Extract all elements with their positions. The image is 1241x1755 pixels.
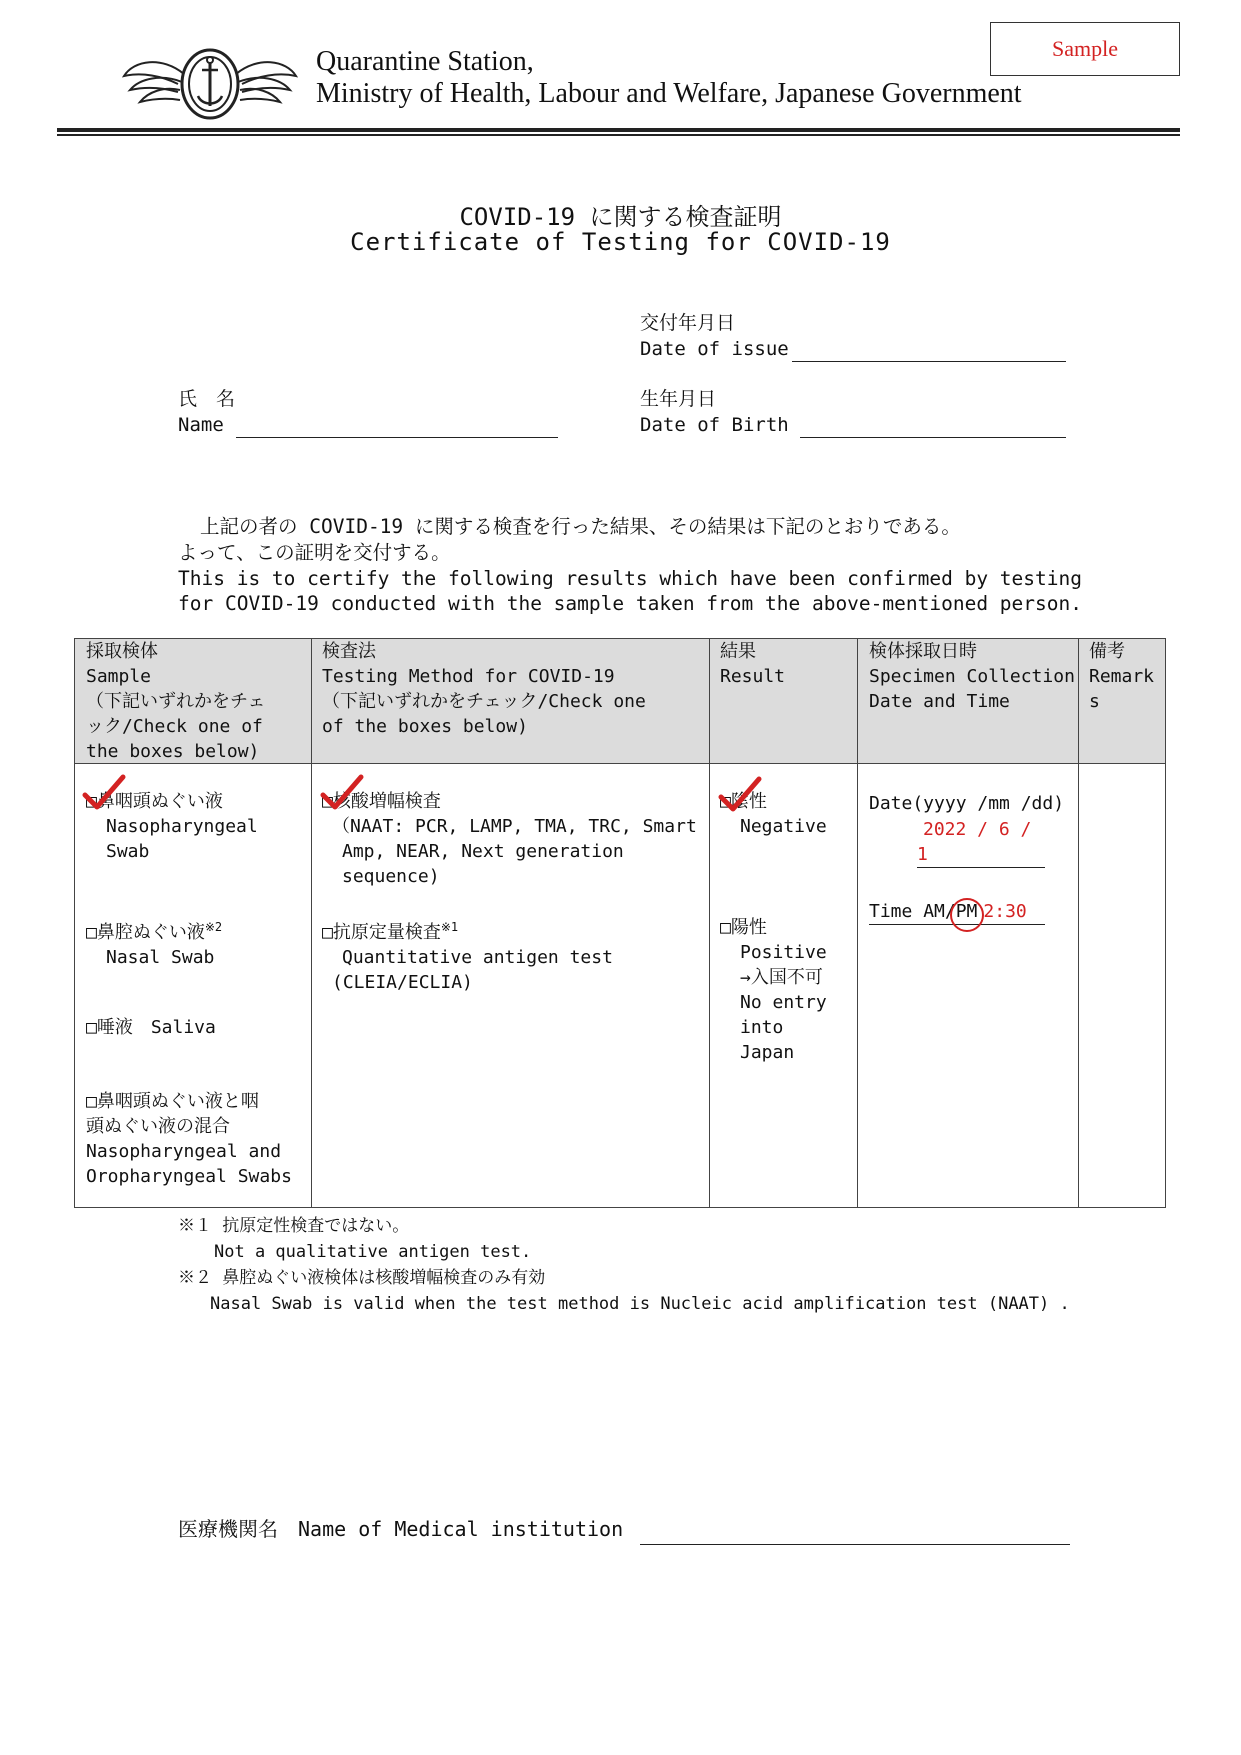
name-field[interactable] — [236, 437, 558, 438]
sample-option-nasal[interactable] — [86, 915, 222, 970]
option-label-en: No entry — [740, 992, 827, 1013]
header-sample-note: the boxes below) — [86, 741, 260, 762]
header-sample-en: Sample — [86, 666, 152, 687]
column-divider — [857, 639, 858, 1207]
header-rule-thin — [57, 134, 1180, 136]
header-result-en: Result — [720, 666, 786, 687]
institution-label — [178, 1516, 623, 1542]
option-label-ja: □鼻腔ぬぐい液 — [86, 922, 205, 943]
option-label-ja: □核酸増幅検査 — [322, 791, 441, 812]
option-label-en: （NAAT: PCR, LAMP, TMA, TRC, Smart — [332, 816, 697, 837]
institution-label-ja: 医療機関名 — [178, 1517, 278, 1541]
header-result-ja: 結果 — [720, 641, 756, 662]
option-label-ja: □陰性 — [720, 791, 767, 812]
option-label-en: Positive — [740, 942, 827, 963]
column-divider — [1078, 639, 1079, 1207]
collection-date-text: 2022 / 6 / 1 — [917, 819, 1032, 865]
name-label-en: Name — [178, 414, 224, 436]
institution-label-en: Name of Medical institution — [298, 1517, 624, 1541]
header-method-en: Testing Method for COVID-19 — [322, 666, 615, 687]
option-label-en: Japan — [740, 1042, 795, 1063]
option-label-ja: →入国不可 — [740, 967, 823, 988]
quarantine-emblem-icon — [122, 44, 298, 124]
header-method — [322, 639, 702, 739]
header-sample-note: ック/Check one of — [86, 716, 263, 737]
footnote-2-ja: ※２ 鼻腔ぬぐい液検体は核酸増幅検査のみ有効 — [178, 1268, 546, 1288]
title-japanese: COVID-19 に関する検査証明 — [459, 203, 782, 231]
collection-time-field[interactable]: Time AM/PM 2:30 — [869, 899, 1045, 925]
header-remarks-en: Remark — [1089, 666, 1155, 687]
issue-date-field[interactable] — [792, 361, 1066, 362]
statement-ja-line-1: 上記の者の COVID-19 に関する検査を行った結果、その結果は下記のとおりである。 — [200, 515, 961, 538]
option-label-en: Nasal Swab — [106, 947, 215, 968]
option-label-ja: □陽性 — [720, 917, 767, 938]
statement-en-line-2: for COVID-19 conducted with the sample taken from the above-mentioned person. — [178, 592, 1082, 615]
birth-date-label-en: Date of Birth — [640, 414, 789, 436]
option-label: □唾液 Saliva — [86, 1017, 216, 1038]
checkmark-icon — [319, 773, 365, 813]
header-collection-ja: 検体採取日時 — [869, 641, 977, 662]
header-remarks — [1089, 639, 1154, 714]
checkmark-icon — [81, 773, 127, 813]
statement-en-line-1: This is to certify the following results which have been confirmed by testing — [178, 567, 1082, 590]
option-label-en: Amp, NEAR, Next generation — [342, 841, 624, 862]
option-label-en: Oropharyngeal Swabs — [86, 1166, 292, 1187]
header-collection — [869, 639, 1075, 714]
checkmark-icon — [717, 775, 763, 815]
time-label: Time — [869, 901, 924, 922]
collection-date-label: Date(yyyy /mm /dd) — [869, 793, 1065, 814]
header-rule — [57, 128, 1180, 132]
option-label-ja: □鼻咽頭ぬぐい液 — [86, 791, 223, 812]
time-pm — [956, 901, 978, 922]
option-label-en: Nasopharyngeal — [106, 816, 258, 837]
header-remarks-ja: 備考 — [1089, 641, 1125, 662]
column-divider — [709, 639, 710, 1207]
name-label-ja: 氏 名 — [178, 388, 236, 410]
collection-time-value: 2:30 — [983, 901, 1027, 922]
result-option-positive[interactable] — [720, 915, 827, 1065]
option-label-en: sequence) — [342, 866, 440, 887]
sample-stamp: Sample — [990, 22, 1180, 76]
pm-selected-circle — [950, 898, 984, 932]
institution-name-field[interactable] — [640, 1544, 1070, 1545]
option-label-en: Swab — [106, 841, 150, 862]
issue-date-label-ja: 交付年月日 — [640, 312, 736, 334]
column-divider — [311, 639, 312, 1207]
header-remarks-en: s — [1089, 691, 1100, 712]
footnote-2-en: Nasal Swab is valid when the test method is Nucleic acid amplification test (NAAT) . — [210, 1294, 1070, 1314]
time-pm-text: PM — [955, 901, 978, 922]
option-label-en: (CLEIA/ECLIA) — [332, 972, 473, 993]
header-collection-en: Specimen Collection — [869, 666, 1075, 687]
option-label-en: Nasopharyngeal and — [86, 1141, 282, 1162]
org-line-1: Quarantine Station, — [316, 46, 534, 77]
option-label-en: Negative — [740, 816, 827, 837]
collection-date-value[interactable] — [917, 817, 1045, 868]
title-english: Certificate of Testing for COVID-19 — [350, 228, 891, 256]
header-collection-en: Date and Time — [869, 691, 1010, 712]
statement-ja-line-2: よって、この証明を交付する。 — [178, 541, 451, 564]
option-label-en: Quantitative antigen test — [342, 947, 613, 968]
header-method-note: of the boxes below) — [322, 716, 528, 737]
option-label-ja: □抗原定量検査 — [322, 922, 441, 943]
footnote-ref-2: ※2 — [204, 920, 223, 934]
sample-option-saliva[interactable] — [86, 1015, 216, 1040]
sample-option-mixed[interactable] — [86, 1089, 292, 1189]
time-am: AM — [923, 901, 945, 922]
footnote-ref-1: ※1 — [440, 920, 459, 934]
method-option-naat[interactable] — [322, 789, 697, 889]
method-option-antigen[interactable] — [322, 915, 613, 995]
birth-date-field[interactable] — [800, 437, 1066, 438]
header-result — [720, 639, 785, 689]
footnote-1-ja: ※１ 抗原定性検査ではない。 — [178, 1216, 410, 1236]
header-sample-note: （下記いずれかをチェ — [86, 691, 266, 712]
header-method-note: （下記いずれかをチェック/Check one — [322, 691, 646, 712]
footnote-1-en: Not a qualitative antigen test. — [214, 1242, 532, 1262]
option-label-ja: 頭ぬぐい液の混合 — [86, 1116, 230, 1137]
organization-name — [316, 46, 1022, 110]
issue-date-label-en: Date of issue — [640, 338, 789, 360]
option-label-en: into — [740, 1017, 784, 1038]
org-line-2: Ministry of Health, Labour and Welfare, Japanese Government — [316, 78, 1022, 109]
test-result-table — [74, 638, 1166, 1208]
option-label-ja: □鼻咽頭ぬぐい液と咽 — [86, 1091, 259, 1112]
header-method-ja: 検査法 — [322, 641, 376, 662]
birth-date-label-ja: 生年月日 — [640, 388, 717, 410]
header-sample — [86, 639, 306, 764]
header-sample-ja: 採取検体 — [86, 641, 158, 662]
